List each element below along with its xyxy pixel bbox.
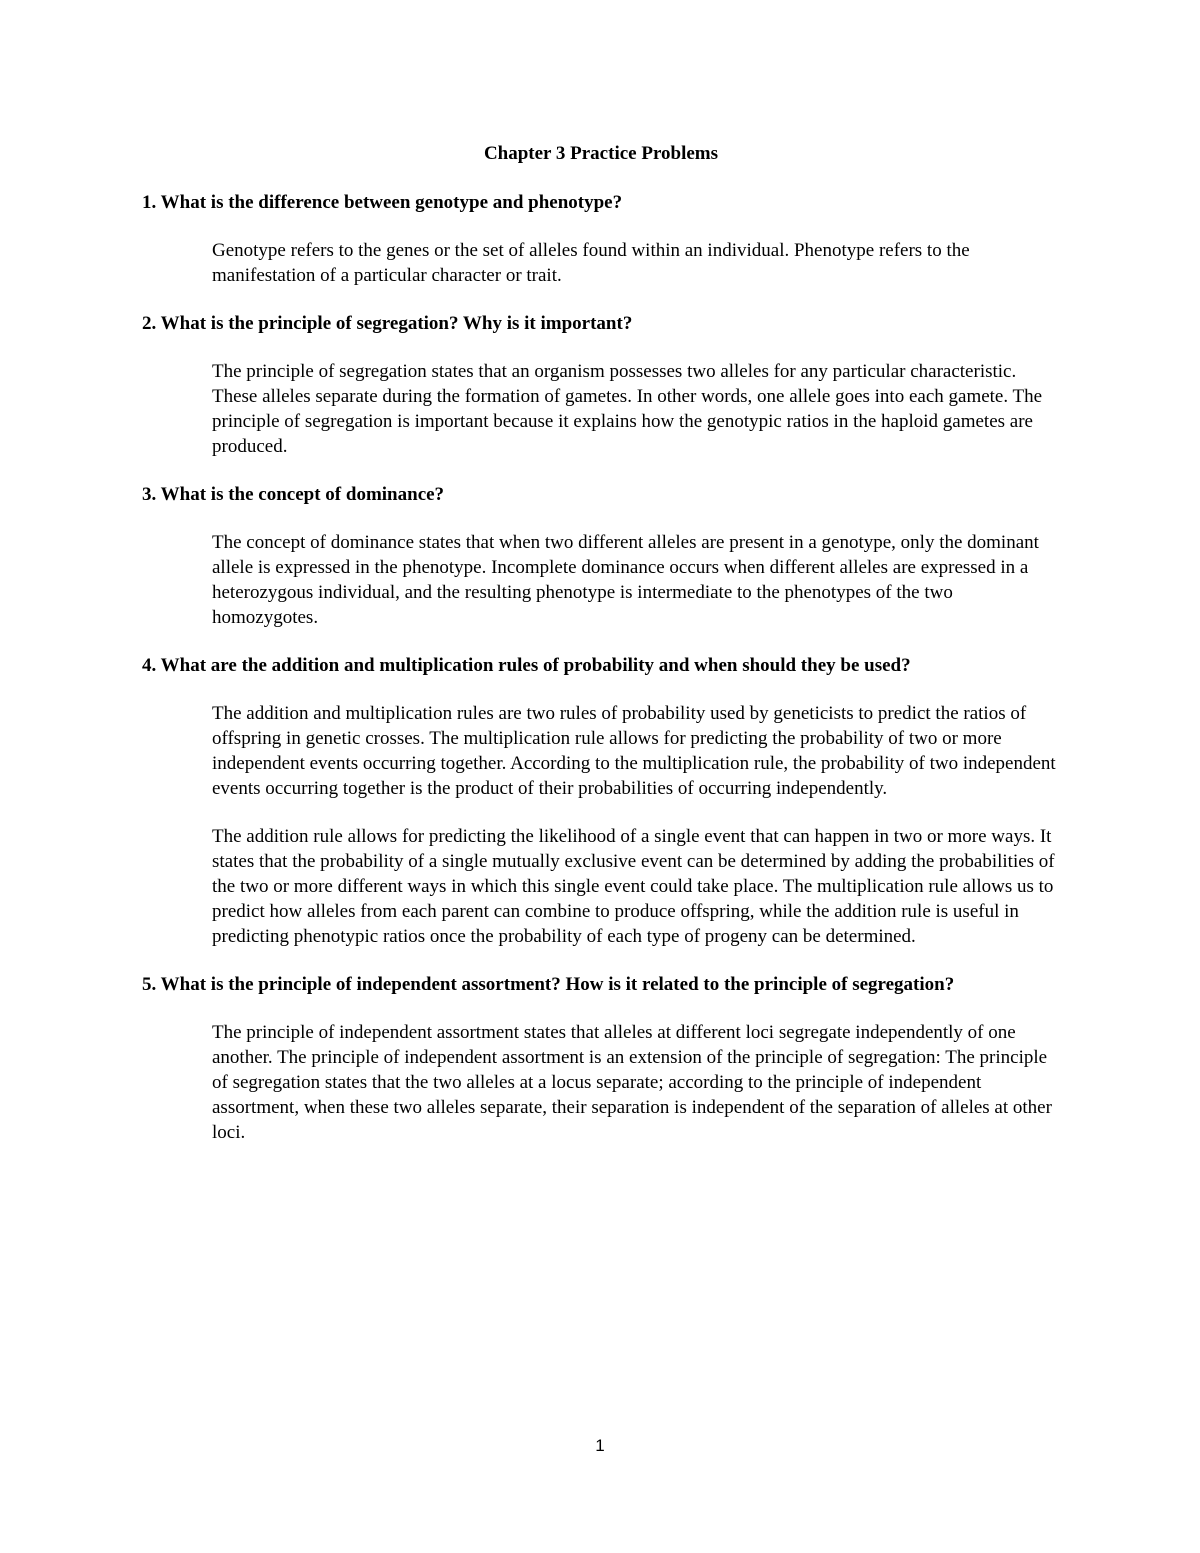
- question-1: 1. What is the difference between genotype and phenotype?: [142, 192, 623, 213]
- answer-1: Genotype refers to the genes or the set of alleles found within an individual. Phenotype refers to the manifestation of a particular character or trait.: [212, 240, 970, 286]
- page-content: [142, 141, 1060, 1168]
- answer-4-paragraph-2: The addition rule allows for predicting the likelihood of a single event that can happen in two or more ways. It states that the probability of a single mutually exclusive event can be determined by adding the probabilities of the two or more different ways in which this single event could take place. The multiplication rule allows us to predict how alleles from each parent can combine to produce offspring, while the addition rule is useful in predicting phenotypic ratios once the probability of each type of progeny can be determined.: [212, 826, 1055, 947]
- question-5: 5. What is the principle of independent assortment? How is it related to the principle of segregation?: [142, 974, 955, 995]
- question-3: 3. What is the concept of dominance?: [142, 484, 445, 505]
- page-number: 1: [595, 1436, 605, 1455]
- question-4: 4. What are the addition and multiplication rules of probability and when should they be used?: [142, 655, 911, 676]
- answer-3: The concept of dominance states that when two different alleles are present in a genotype, only the dominant allele is expressed in the phenotype. Incomplete dominance occurs when different alleles are expressed in a heterozygous individual, and the resulting phenotype is intermediate to the phenotypes of the two homozygotes.: [212, 532, 1039, 628]
- answer-4-paragraph-1: The addition and multiplication rules are two rules of probability used by geneticists to predict the ratios of offspring in genetic crosses. The multiplication rule allows for predicting the probability of two or more independent events occurring together. According to the multiplication rule, the probability of two independent events occurring together is the product of their probabilities of occurring independently.: [212, 703, 1056, 799]
- answer-2: The principle of segregation states that an organism possesses two alleles for any particular characteristic. These alleles separate during the formation of gametes. In other words, one allele goes into each gamete. The principle of segregation is important because it explains how the genotypic ratios in the haploid gametes are produced.: [212, 361, 1043, 457]
- answer-5: The principle of independent assortment states that alleles at different loci segregate independently of one another. The principle of independent assortment is an extension of the principle of segregation: The principle of segregation states that the two alleles at a locus separate; according to the principle of independent assortment, when these two alleles separate, their separation is independent of the separation of alleles at other loci.: [212, 1022, 1052, 1143]
- document-title: Chapter 3 Practice Problems: [483, 143, 719, 164]
- question-2: 2. What is the principle of segregation? Why is it important?: [142, 313, 633, 334]
